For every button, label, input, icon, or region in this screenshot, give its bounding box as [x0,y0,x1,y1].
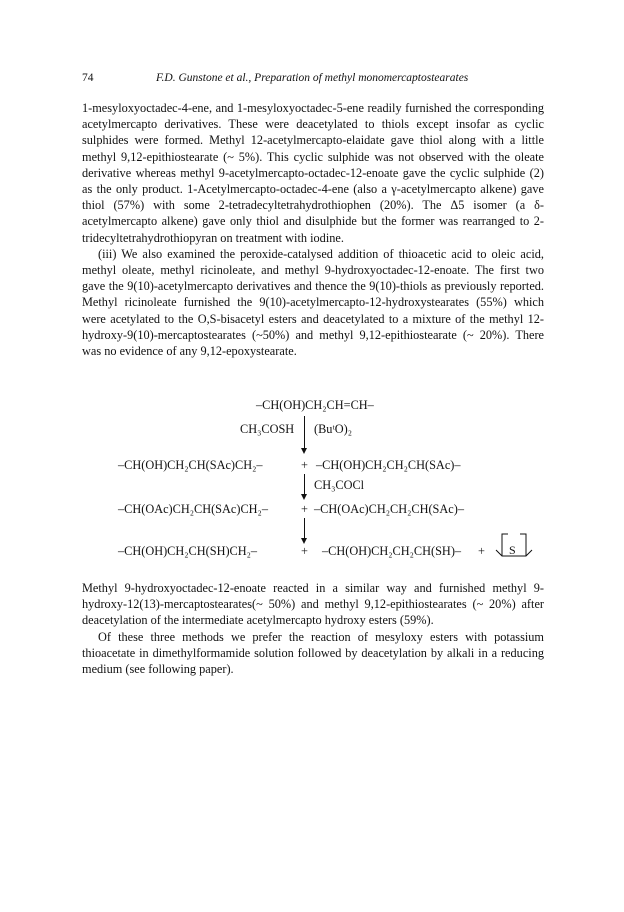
paragraph-2: (iii) We also examined the peroxide-catalysed addition of thioacetic acid to oleic acid, methyl oleate, methyl ricinoleate, and methyl 9-hydroxyoctadec-12-enoate. The first two gave the 9(10)-acetylmercapto derivatives and thence the 9(10)-thiols as previously reported. Methyl ricinoleate furnished the 9(10)-acetylmercapto-12-hydroxystearates (55%) which were acetylated to the O,S-bisacetyl esters and deacetylated to a mixture of the methyl 12-hydroxy-9(10)-mercaptostearates (~50%) and methyl 9,12-epithiostearate (~ 20%). There was no evidence of any 9,12-epoxystearate. [82,246,544,359]
scheme-arrow-1 [304,416,305,448]
paragraph-3: Methyl 9-hydroxyoctadec-12-enoate reacted in a similar way and furnished methyl 9-hydroxy-12(13)-mercaptostearates(~ 50%) and methyl 9,12-epithiostearates (~ 20%) after deacetylation of the intermediate acetylmercapto hydroxy esters (59%). [82,581,544,628]
scheme-row3-right: –CH(OAc)CH₂CH₂CH(SAc)– [314,502,464,516]
paragraph-4: Of these three methods we prefer the reaction of mesyloxy esters with potassium thioacetate in dimethylformamide solution followed by deacetylation by alkali in a reducing medium (see following paper). [82,629,544,677]
scheme-row4-left: –CH(OH)CH₂CH(SH)CH₂– [118,544,258,558]
running-head: F.D. Gunstone et al., Preparation of methyl monomercaptostearates [156,72,469,84]
scheme-reagent-peroxide: (BuᵗO)₂ [314,422,353,436]
scheme-row4-plus: + [301,544,308,558]
scheme-arrow-2 [304,474,305,496]
scheme-row4-right: –CH(OH)CH₂CH₂CH(SH)– [322,544,462,558]
scheme-row3-left: –CH(OAc)CH₂CH(SAc)CH₂– [118,502,268,516]
scheme-reagent-thioacetic: CH₃COSH [240,422,295,436]
reaction-scheme [82,398,544,566]
scheme-row3-plus: + [301,502,308,516]
scheme-row4-plus-2: + [478,544,485,558]
post-scheme-text [82,580,544,677]
scheme-arrow-3 [304,518,305,540]
scheme-row2-left: –CH(OH)CH₂CH(SAc)CH₂– [118,458,263,472]
thiolane-ring-icon [492,530,536,560]
scheme-row2-plus: + [301,458,308,472]
body-text [82,100,544,359]
paragraph-1: 1-mesyloxyoctadec-4-ene, and 1-mesyloxyoctadec-5-ene readily furnished the corresponding acetylmercapto derivatives. These were deacetylated to thiols except insofar as cyclic sulphides were formed. Methyl 12-acetylmercapto-elaidate gave thiol along with a little methyl 9,12-epithiostearate (~ 5%). This cyclic sulphide was not observed with the oleate derivative whereas methyl 9-acetylmercapto-octadec-12-enoate gave the cyclic sulphide (2) as the only product. 1-Acetylmercapto-octadec-4-ene (also a γ-acetylmercapto alkene) gave thiol (57%) with some 2-tetradecyltetrahydrothiophen (20%). The Δ5 isomer (a δ-acetylmercapto alkene) gave only thiol and disulphide but the former was rearranged to 2-tridecyltetrahydrothiopyran on treatment with iodine. [82,101,544,245]
scheme-reagent-acetyl-chloride: CH₃COCl [314,478,365,492]
scheme-arrow-2-head [301,494,307,500]
page-number: 74 [82,72,94,84]
thiolane-sulfur-label: S [509,543,516,557]
scheme-arrow-1-head [301,448,307,454]
scheme-row2-right: –CH(OH)CH₂CH₂CH(SAc)– [316,458,461,472]
scheme-start: –CH(OH)CH₂CH=CH– [256,398,374,412]
